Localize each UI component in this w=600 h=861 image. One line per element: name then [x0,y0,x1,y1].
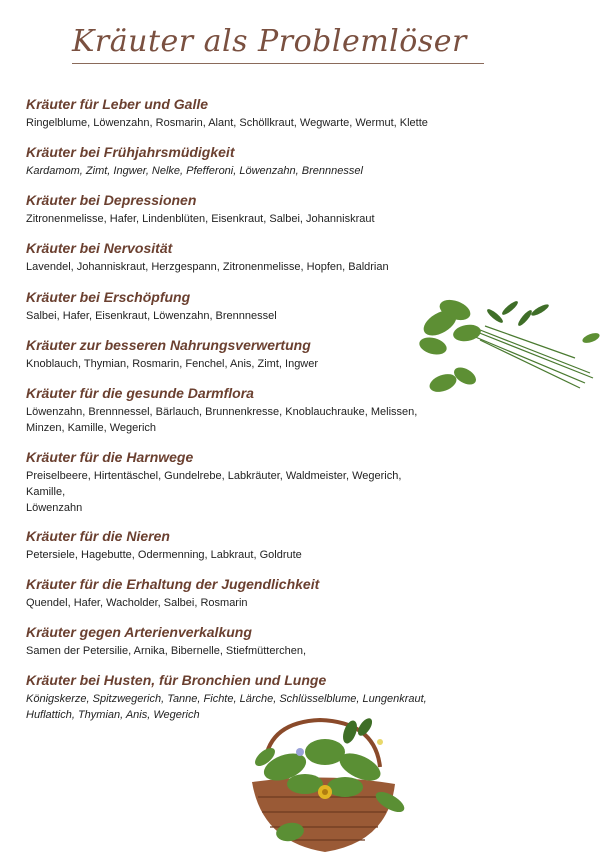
section-heading: Kräuter bei Depressionen [26,192,197,208]
title-underline [72,63,484,64]
section-nervositaet [26,240,526,275]
section-text: Salbei, Hafer, Eisenkraut, Löwenzahn, Brennnessel [26,310,277,322]
section-heading: Kräuter zur besseren Nahrungsverwertung [26,337,311,353]
section-nieren [26,528,526,563]
section-heading: Kräuter bei Erschöpfung [26,289,191,305]
section-text [26,404,526,436]
section-text: Zitronenmelisse, Hafer, Lindenblüten, Eisenkraut, Salbei, Johanniskraut [26,213,375,225]
section-jugendlichkeit [26,576,526,611]
section-text-line: Königskerze, Spitzwegerich, Tanne, Fichte, Lärche, Schlüsselblume, Lungenkraut, [26,693,427,705]
section-heading: Kräuter bei Husten, für Bronchien und Lunge [26,672,327,688]
section-text: Petersiele, Hagebutte, Odermenning, Labkraut, Goldrute [26,549,302,561]
section-text: Kardamom, Zimt, Ingwer, Nelke, Pfefferoni, Löwenzahn, Brennnessel [26,165,363,177]
section-text: Ringelblume, Löwenzahn, Rosmarin, Alant, Schöllkraut, Wegwarte, Wermut, Klette [26,117,428,129]
section-leber-galle [26,96,526,131]
section-heading: Kräuter für die Nieren [26,528,170,544]
section-text: Quendel, Hafer, Wacholder, Salbei, Rosmarin [26,597,248,609]
herb-basket-icon [230,712,420,857]
section-heading: Kräuter für die gesunde Darmflora [26,385,254,401]
section-heading: Kräuter für die Erhaltung der Jugendlichkeit [26,576,320,592]
section-depressionen [26,192,526,227]
section-arterienverkalkung [26,624,526,659]
section-harnwege [26,449,526,516]
section-text-line: Löwenzahn [26,502,83,514]
section-heading: Kräuter für die Harnwege [26,449,194,465]
section-fruehjahrsmuedigkeit [26,144,526,179]
section-heading: Kräuter bei Nervosität [26,240,173,256]
section-heading: Kräuter gegen Arterienverkalkung [26,624,252,640]
section-text-line: Minzen, Kamille, Wegerich [26,422,157,434]
herb-bundle-icon [415,288,600,400]
section-text-line: Preiselbeere, Hirtentäschel, Gundelrebe, Labkräuter, Waldmeister, Wegerich, [26,470,402,482]
section-text: Knoblauch, Thymian, Rosmarin, Fenchel, Anis, Zimt, Ingwer [26,358,319,370]
section-heading: Kräuter für Leber und Galle [26,96,209,112]
section-text-line: Kamille, [26,486,66,498]
page-title: Kräuter als Problemlöser [72,24,467,59]
section-text: Samen der Petersilie, Arnika, Bibernelle, Stiefmütterchen, [26,645,307,657]
section-text-line: Huflattich, Thymian, Anis, Wegerich [26,709,200,721]
section-text-line: Löwenzahn, Brennnessel, Bärlauch, Brunnenkresse, Knoblauchrauke, Melissen, [26,406,418,418]
section-heading: Kräuter bei Frühjahrsmüdigkeit [26,144,235,160]
section-text: Lavendel, Johanniskraut, Herzgespann, Zitronenmelisse, Hopfen, Baldrian [26,261,389,273]
section-text [26,468,526,516]
